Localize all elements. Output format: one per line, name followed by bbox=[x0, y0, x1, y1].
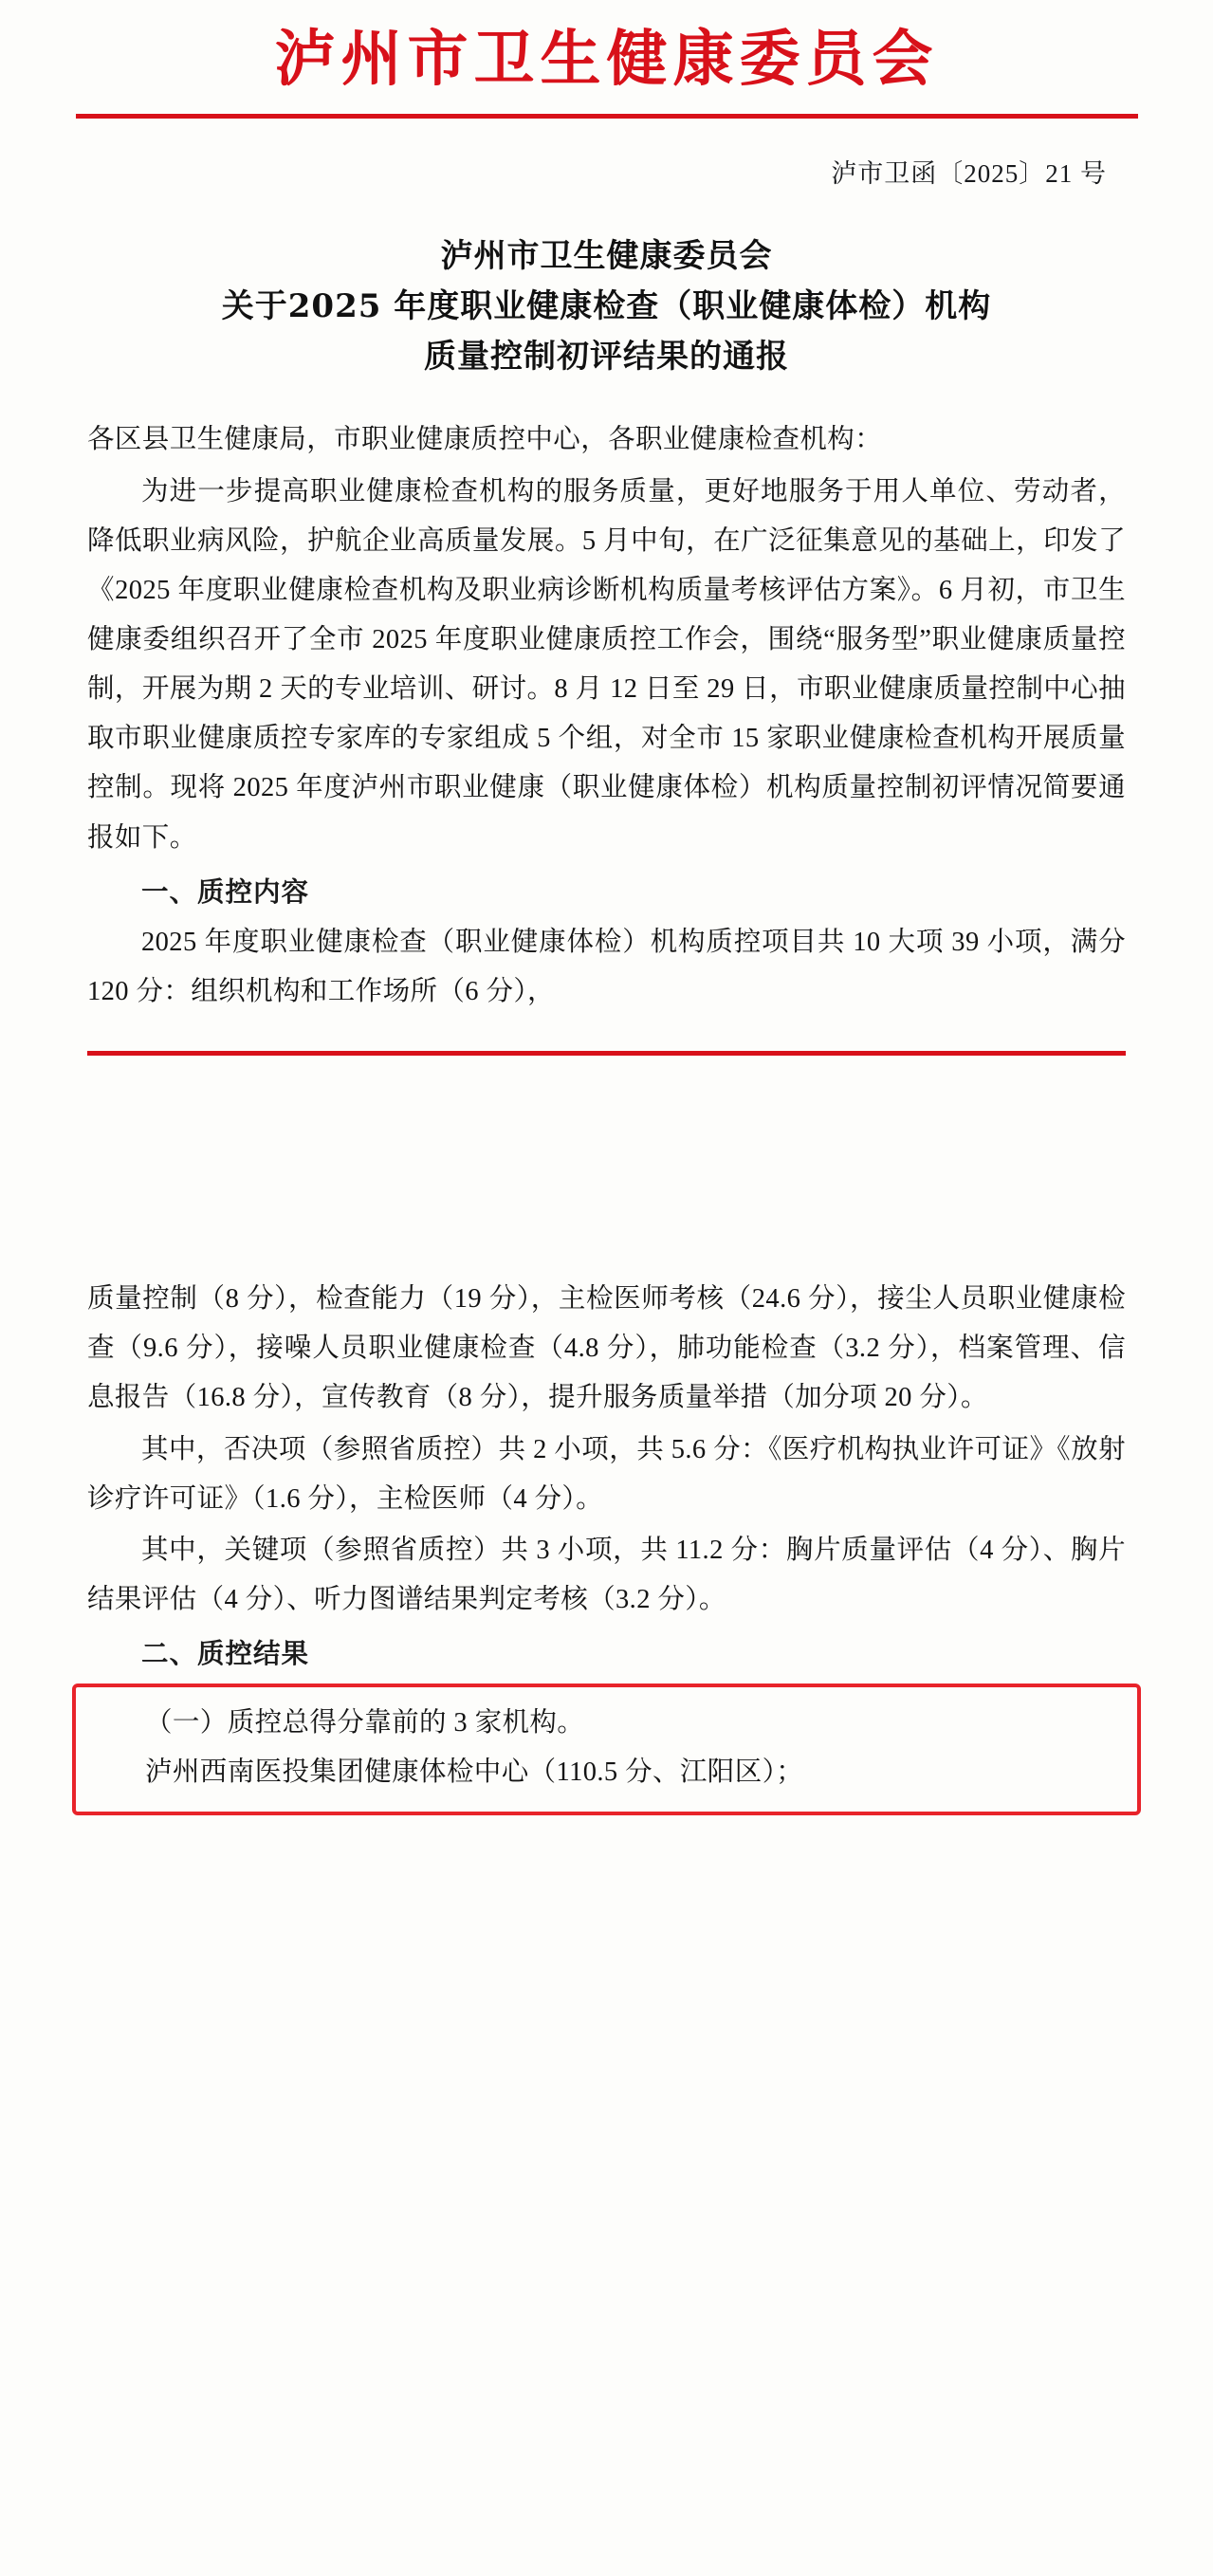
masthead-organization-title: 泸州市卫生健康委员会 bbox=[274, 24, 939, 95]
masthead bbox=[0, 0, 1213, 119]
highlight-line-2: 泸州西南医投集团健康体检中心（110.5 分、江阳区）； bbox=[145, 1757, 804, 1788]
document-title-block bbox=[0, 231, 1213, 381]
title-line-2: 关于2025 年度职业健康检查（职业健康体检）机构 bbox=[221, 287, 992, 326]
section-heading-2: 二、质控结果 bbox=[141, 1637, 310, 1670]
highlight-line-1: （一）质控总得分靠前的 3 家机构。 bbox=[145, 1708, 585, 1739]
title-line-1: 泸州市卫生健康委员会 bbox=[440, 237, 773, 276]
page-separator-red-rule bbox=[87, 1051, 1126, 1056]
section-heading-1: 一、质控内容 bbox=[141, 874, 310, 908]
highlight-annotation-box bbox=[72, 1684, 1141, 1814]
document-number: 泸市卫函〔2025〕21 号 bbox=[831, 159, 1107, 189]
title-line-3: 质量控制初评结果的通报 bbox=[424, 337, 789, 376]
page-separator bbox=[0, 1051, 1213, 1241]
addressee-line: 各区县卫生健康局，市职业健康质控中心，各职业健康检查机构： bbox=[87, 425, 883, 455]
paragraph-3: 质量控制（8 分），检查能力（19 分），主检医师考核（24.6 分），接尘人员职业健康检查（9.6 分），接噪人员职业健康检查（4.8 分），肺功能检查（3.2 分），档案管理、信息报告（16.8 分），宣传教育（8 分），提升服务质量举措（加分项 20 分）。 bbox=[87, 1284, 1126, 1413]
body-page-2 bbox=[0, 1275, 1213, 1678]
paragraph-2: 2025 年度职业健康检查（职业健康体检）机构质控项目共 10 大项 39 小项，满分 120 分：组织机构和工作场所（6 分）， bbox=[87, 927, 1126, 1006]
paragraph-4: 其中，否决项（参照省质控）共 2 小项，共 5.6 分：《医疗机构执业许可证》《放射诊疗许可证》（1.6 分），主检医师（4 分）。 bbox=[87, 1434, 1126, 1514]
bottom-spacer bbox=[0, 1815, 1213, 1853]
paragraph-5: 其中，关键项（参照省质控）共 3 小项，共 11.2 分：胸片质量评估（4 分）、胸片结果评估（4 分）、听力图谱结果判定考核（3.2 分）。 bbox=[87, 1535, 1126, 1614]
paragraph-1: 为进一步提高职业健康检查机构的服务质量，更好地服务于用人单位、劳动者，降低职业病风险，护航企业高质量发展。5 月中旬，在广泛征集意见的基础上，印发了《2025 年度职业健康检查机构及职业病诊断机构质量考核评估方案》。6 月初，市卫生健康委组织召开了全市 2025 年度职业健康质控工作会，围绕“服务型”职业健康质量控制，开展为期 2 天的专业培训、研讨。8 月 12 日至 29 日，市职业健康质量控制中心抽取市职业健康质控专家库的专家组成 5 个组，对全市 15 家职业健康检查机构开展质量控制。现将 2025 年度泸州市职业健康（职业健康体检）机构质量控制初评情况简要通报如下。 bbox=[87, 476, 1126, 853]
body-page-1 bbox=[0, 415, 1213, 1017]
